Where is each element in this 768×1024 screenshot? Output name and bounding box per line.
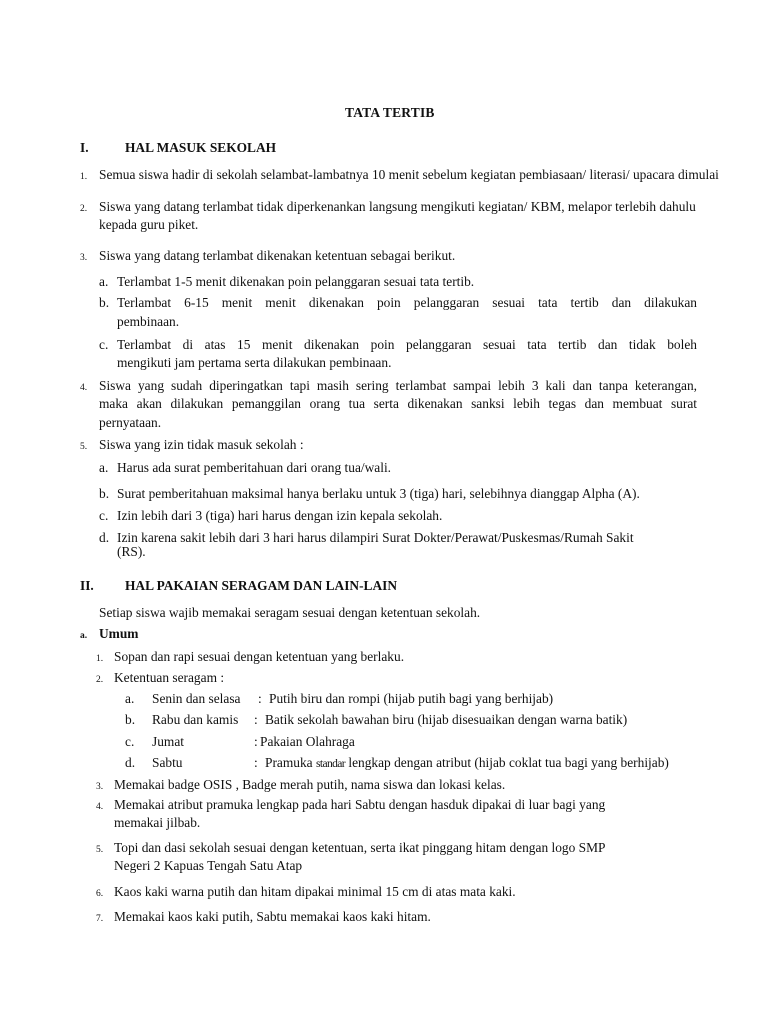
section-2-numeral: II. — [80, 578, 94, 593]
list-number: 2. — [96, 675, 104, 685]
sub-item-letter: a. — [99, 460, 109, 475]
sub-item-text: Harus ada surat pemberitahuan dari orang tua/wali. — [117, 460, 392, 475]
sub-item-letter: c. — [99, 508, 109, 523]
list-number: 5. — [80, 442, 88, 452]
list-item-text: Siswa yang izin tidak masuk sekolah : — [99, 437, 304, 452]
section-2-intro: Setiap siswa wajib memakai seragam sesuai dengan ketentuan sekolah. — [99, 605, 481, 620]
sub-section-heading: Umum — [99, 626, 139, 641]
list-number: 5. — [96, 845, 104, 855]
sub-item-text: Terlambat 1-5 menit dikenakan poin pelanggaran sesuai tata tertib. — [117, 274, 475, 289]
list-item-text: Ketentuan seragam : — [114, 670, 225, 685]
section-1-numeral: I. — [80, 140, 89, 155]
list-item-text: Siswa yang sudah diperingatkan tapi masih sering terlambat sampai lebih 3 kali dan tanpa keterangan, — [99, 378, 697, 393]
list-number: 1. — [80, 172, 88, 182]
sub-item-text: Izin karena sakit lebih dari 3 hari harus dilampiri Surat Dokter/Perawat/Puskesmas/Rumah Sakit — [117, 530, 634, 545]
sub-item-letter: c. — [99, 337, 109, 352]
list-item-text: Semua siswa hadir di sekolah selambat-lambatnya 10 menit sebelum kegiatan pembiasaan/ literasi/ upacara dimulai — [99, 167, 719, 182]
uniform-row-separator: : — [254, 734, 258, 749]
list-number: 3. — [80, 253, 88, 263]
uniform-desc-part: lengkap dengan atribut (hijab coklat tua bagi yang berhijab) — [348, 755, 669, 770]
uniform-row-letter: b. — [125, 712, 136, 727]
sub-item-letter: b. — [99, 295, 110, 310]
uniform-row-letter: d. — [125, 755, 136, 770]
sub-item-text: Terlambat 6-15 menit menit dikenakan poin pelanggaran sesuai tata tertib dan dilakukan — [117, 295, 697, 310]
list-item-text: maka akan dilakukan pemanggilan orang tua serta dikenakan sanksi lebih tegas dan membuat surat — [99, 396, 697, 411]
uniform-row-letter: c. — [125, 734, 135, 749]
sub-item-text: mengikuti jam pertama serta dilakukan pembinaan. — [117, 355, 392, 370]
list-item-text: Siswa yang datang terlambat tidak diperkenankan langsung mengikuti kegiatan/ KBM, melapor terlebih dahulu — [99, 199, 696, 214]
uniform-row-day: Jumat — [152, 734, 184, 749]
sub-item-letter: b. — [99, 486, 110, 501]
sub-item-letter: a. — [99, 274, 109, 289]
list-number: 4. — [80, 383, 88, 393]
list-item-text: Topi dan dasi sekolah sesuai dengan ketentuan, serta ikat pinggang hitam dengan logo SMP — [114, 840, 606, 855]
list-item-text: Sopan dan rapi sesuai dengan ketentuan yang berlaku. — [114, 649, 405, 664]
list-item-text: memakai jilbab. — [114, 815, 201, 830]
sub-item-text: Terlambat di atas 15 menit dikenakan poin pelanggaran sesuai tata tertib dan tidak boleh — [117, 337, 697, 352]
uniform-row-day: Sabtu — [152, 755, 183, 770]
list-item-text: Siswa yang datang terlambat dikenakan ketentuan sebagai berikut. — [99, 248, 456, 263]
sub-item-text: (RS). — [117, 544, 146, 559]
uniform-row-separator: : — [254, 755, 258, 770]
sub-item-letter: d. — [99, 530, 110, 545]
uniform-row-desc: Putih biru dan rompi (hijab putih bagi yang berhijab) — [269, 691, 554, 706]
list-item-text: Negeri 2 Kapuas Tengah Satu Atap — [114, 858, 303, 873]
list-number: 1. — [96, 654, 104, 664]
sub-item-text: Surat pemberitahuan maksimal hanya berlaku untuk 3 (tiga) hari, selebihnya dianggap Alpha (A). — [117, 486, 640, 501]
list-item-text: pernyataan. — [99, 415, 162, 430]
section-2-heading: HAL PAKAIAN SERAGAM DAN LAIN-LAIN — [125, 578, 398, 593]
section-1-heading: HAL MASUK SEKOLAH — [125, 140, 277, 155]
uniform-desc-part: Pramuka — [265, 755, 313, 770]
list-number: 3. — [96, 782, 104, 792]
list-item-text: Memakai atribut pramuka lengkap pada hari Sabtu dengan hasduk dipakai di luar bagi yang — [114, 797, 606, 812]
list-item-text: Kaos kaki warna putih dan hitam dipakai minimal 15 cm di atas mata kaki. — [114, 884, 516, 899]
list-number: 4. — [96, 802, 104, 812]
sub-item-text: pembinaan. — [117, 314, 180, 329]
list-number: 6. — [96, 889, 104, 899]
uniform-row-desc: Pakaian Olahraga — [260, 734, 355, 749]
uniform-row-letter: a. — [125, 691, 135, 706]
uniform-row-desc: Batik sekolah bawahan biru (hijab disesuaikan dengan warna batik) — [265, 712, 628, 727]
uniform-row-desc — [265, 755, 669, 772]
uniform-desc-part: standar — [315, 758, 345, 770]
uniform-row-day: Senin dan selasa — [152, 691, 241, 706]
sub-item-text: Izin lebih dari 3 (tiga) hari harus dengan izin kepala sekolah. — [117, 508, 443, 523]
list-item-text: kepada guru piket. — [99, 217, 199, 232]
uniform-row-separator: : — [258, 691, 262, 706]
list-item-text: Memakai badge OSIS , Badge merah putih, nama siswa dan lokasi kelas. — [114, 777, 506, 792]
list-number: 7. — [96, 914, 104, 924]
document-title: TATA TERTIB — [345, 105, 435, 120]
uniform-row-separator: : — [254, 712, 258, 727]
list-item-text: Memakai kaos kaki putih, Sabtu memakai kaos kaki hitam. — [114, 909, 431, 924]
uniform-row-day: Rabu dan kamis — [152, 712, 239, 727]
list-number: 2. — [80, 204, 88, 214]
sub-section-letter: a. — [80, 631, 88, 641]
